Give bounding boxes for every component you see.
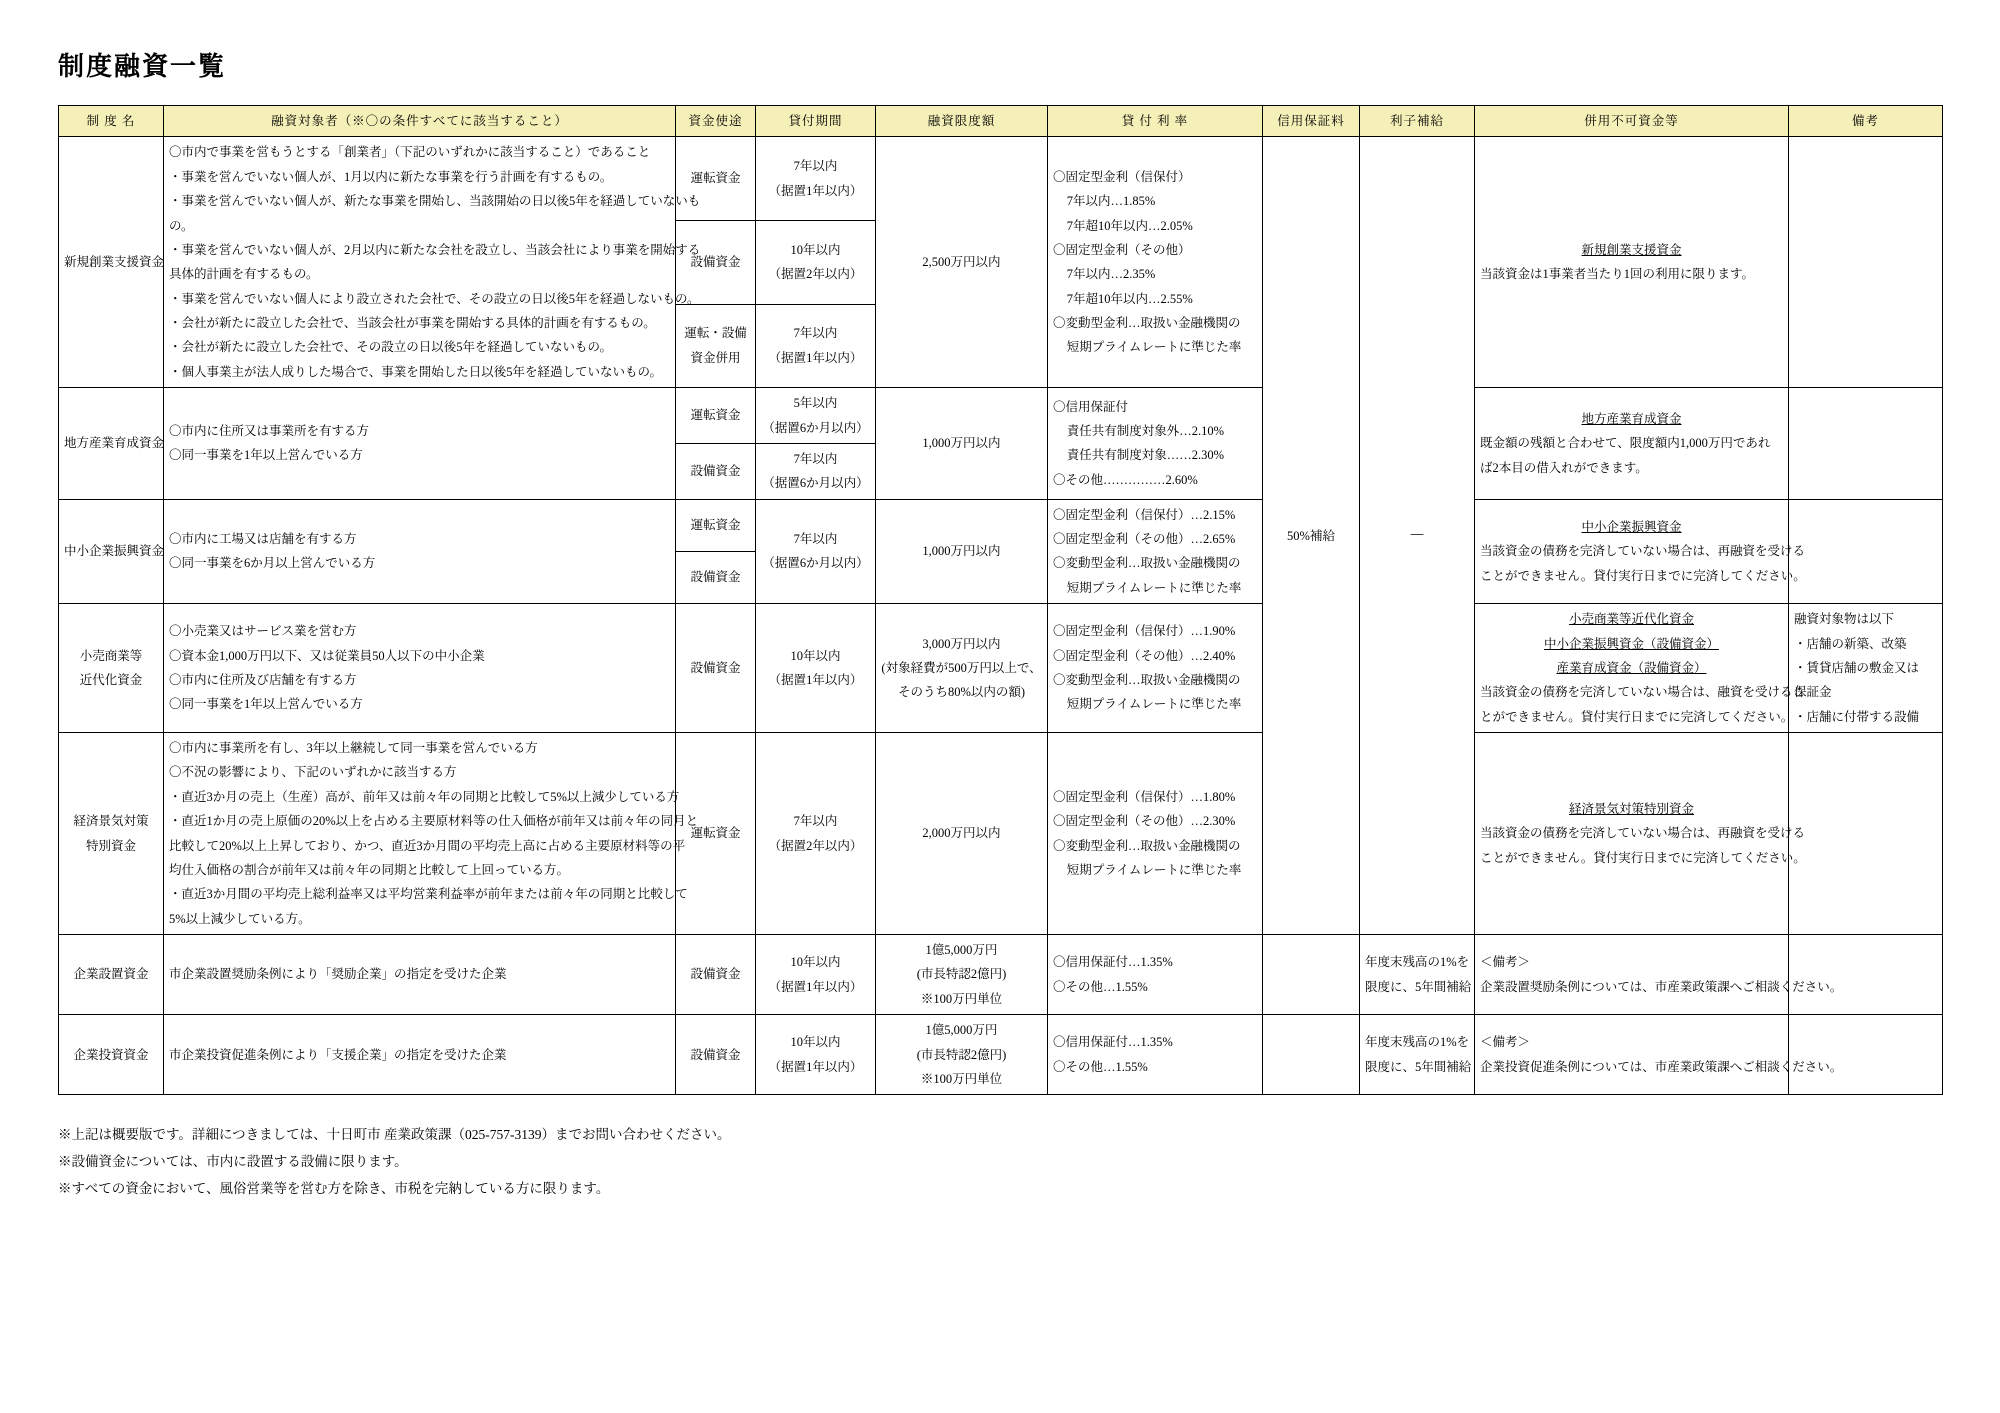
cell-fund-use — [676, 499, 756, 551]
text-line: そのうち80%以内の額) — [897, 685, 1026, 700]
text-line: ことができません。貸付実行日までに完済してください。 — [1480, 850, 1806, 865]
text-line: 企業設置資金 — [73, 967, 149, 982]
text-line: 新規創業支援資金 — [64, 255, 165, 270]
text-line: 運転資金 — [690, 518, 741, 533]
text-line: 10年以内 — [790, 955, 841, 970]
text-line: 均仕入価格の割合が前年又は前々年の同期と比較して上回っている方。 — [169, 862, 570, 877]
text-line: 融資対象物は以下 — [1794, 612, 1895, 627]
footnote-item: ※すべての資金において、風俗営業等を営む方を除き、市税を完納している方に限ります。 — [58, 1181, 610, 1197]
text-line: 特別資金 — [85, 838, 136, 853]
text-line: 7年以内 — [793, 451, 838, 466]
cell-program-name — [59, 499, 164, 604]
text-line: 年度末残高の1%を — [1365, 1035, 1470, 1050]
cell-interest-subsidy — [1360, 935, 1475, 1015]
text-line: 運転資金 — [690, 171, 741, 186]
text-line: 〇同一事業を1年以上営んでいる方 — [169, 697, 363, 712]
text-line: 〇市内に工場又は店舗を有する方 — [169, 532, 357, 546]
exclusive-fund-title: 小売商業等近代化資金 — [1568, 612, 1694, 627]
cell-loan-period — [756, 1015, 876, 1095]
cell-exclusive-funds — [1475, 499, 1806, 604]
text-line: 7年以内…1.85% — [1066, 194, 1156, 209]
text-line: 〇その他…1.55% — [1053, 979, 1148, 994]
cell-loan-period — [756, 220, 876, 304]
text-line: とができません。貸付実行日までに完済してください。 — [1480, 709, 1794, 724]
cell-fund-use — [676, 935, 756, 1015]
text-line: ・会社が新たに設立した会社で、当該会社が事業を開始する具体的計画を有するもの。 — [169, 316, 656, 330]
table-row — [59, 604, 1943, 733]
col-header-remarks: 備考 — [1789, 106, 1943, 137]
text-line: 限度に、5年間補給 — [1365, 1059, 1472, 1074]
text-line: 〇変動型金利…取扱い金融機関の — [1053, 838, 1241, 853]
text-line: 〇市内に住所及び店舗を有する方 — [169, 673, 357, 688]
exclusive-fund-title: 経済景気対策特別資金 — [1568, 801, 1694, 816]
text-line: ・事業を営んでいない個人が、1月以内に新たな事業を行う計画を有するもの。 — [169, 169, 613, 184]
text-line: 当該資金の債務を完済していない場合は、再融資を受ける — [1480, 544, 1806, 559]
text-line: 資金併用 — [690, 350, 741, 365]
text-line: 運転資金 — [690, 826, 741, 841]
text-line: 5%以上減少している方。 — [169, 911, 311, 926]
cell-fund-use — [676, 443, 756, 499]
cell-loan-period — [756, 443, 876, 499]
cell-loan-limit — [876, 499, 1048, 604]
text-line: 〇その他…1.55% — [1053, 1059, 1148, 1074]
cell-interest-rate — [1048, 388, 1263, 500]
table-body — [59, 137, 1943, 1095]
cell-remarks — [1789, 1015, 1943, 1095]
text-line: 〇変動型金利…取扱い金融機関の — [1053, 673, 1241, 688]
cell-loan-period — [756, 137, 876, 221]
exclusive-fund-title: 地方産業育成資金 — [1581, 411, 1682, 426]
text-line: 2,500万円以内 — [922, 255, 1001, 270]
col-header-loan-period: 貸付期間 — [756, 106, 876, 137]
cell-loan-period — [756, 499, 876, 604]
cell-exclusive-funds — [1475, 1015, 1843, 1095]
cell-guarantee-fee — [1263, 935, 1360, 1015]
text-line: 地方産業育成資金 — [64, 436, 165, 451]
text-line: ※100万円単位 — [920, 991, 1003, 1006]
text-line: の。 — [169, 218, 194, 233]
cell-loan-period — [756, 935, 876, 1015]
cell-eligibility — [164, 935, 676, 1015]
text-line: 当該資金の債務を完済していない場合は、融資を受けるこ — [1480, 685, 1806, 700]
text-line: （据置6か月以内） — [762, 556, 869, 571]
cell-interest-subsidy — [1360, 1015, 1475, 1095]
page-title: 制度融資一覧 — [58, 52, 227, 81]
text-line: 10年以内 — [790, 1035, 841, 1050]
cell-remarks — [1789, 935, 1943, 1015]
table-row — [59, 935, 1943, 1015]
text-line: 7年以内…2.35% — [1066, 267, 1156, 282]
cell-interest-subsidy — [1360, 137, 1475, 935]
cell-guarantee-fee: 50%補給 — [1263, 137, 1360, 935]
text-line: ・賃貸店舗の敷金又は — [1794, 660, 1920, 675]
text-line: (市長特認2億円) — [916, 1047, 1007, 1062]
text-line: ば2本目の借入れができます。 — [1480, 460, 1648, 475]
cell-loan-limit — [876, 388, 1048, 500]
text-line: (対象経費が500万円以上で、 — [881, 660, 1042, 675]
text-line: 5年以内 — [793, 396, 838, 411]
text-line: (市長特認2億円) — [916, 967, 1007, 982]
text-line: 〇固定型金利（その他）…2.30% — [1053, 814, 1236, 829]
text-line: 企業設置奨励条例については、市産業政策課へご相談ください。 — [1480, 979, 1843, 994]
loan-programs-table — [58, 105, 1943, 1095]
text-line: 〇信用保証付…1.35% — [1053, 1035, 1173, 1050]
cell-exclusive-funds — [1475, 388, 1789, 500]
cell-fund-use — [676, 604, 756, 733]
cell-exclusive-funds — [1475, 137, 1789, 388]
col-header-guarantee-fee: 信用保証料 — [1263, 106, 1360, 137]
text-line: ＜備考＞ — [1480, 1035, 1531, 1050]
text-line: 10年以内 — [790, 648, 841, 663]
text-line: ことができません。貸付実行日までに完済してください。 — [1480, 568, 1806, 583]
text-line: 〇変動型金利…取扱い金融機関の — [1053, 316, 1241, 330]
text-line: 〇その他……………2.60% — [1053, 472, 1198, 487]
cell-loan-period — [756, 388, 876, 444]
text-line: 設備資金 — [690, 660, 741, 675]
text-line: ・店舗に付帯する設備 — [1794, 709, 1920, 724]
text-line: 10年以内 — [790, 242, 841, 257]
text-line: 〇不況の影響により、下記のいずれかに該当する方 — [169, 765, 457, 780]
text-line: ・事業を営んでいない個人が、新たな事業を開始し、当該開始の日以後5年を経過していないも — [169, 194, 701, 209]
col-header-loan-limit: 融資限度額 — [876, 106, 1048, 137]
col-header-interest-rate: 貸 付 利 率 — [1048, 106, 1263, 137]
cell-remarks — [1789, 604, 1943, 733]
cell-program-name — [59, 137, 164, 388]
text-line: ・直近3か月間の平均売上総利益率又は平均営業利益率が前年または前々年の同期と比較して — [169, 887, 688, 902]
text-line: 1億5,000万円 — [925, 943, 998, 957]
text-line: 責任共有制度対象外…2.10% — [1066, 424, 1225, 438]
text-line: 〇変動型金利…取扱い金融機関の — [1053, 556, 1241, 571]
text-line: 〇固定型金利（信保付）…1.80% — [1053, 789, 1236, 804]
col-header-fund-use: 資金使途 — [676, 106, 756, 137]
text-line: ※100万円単位 — [920, 1071, 1003, 1086]
text-line: 中小企業振興資金 — [64, 544, 165, 559]
cell-eligibility — [164, 604, 676, 733]
text-line: 〇固定型金利（信保付）…2.15% — [1053, 507, 1236, 522]
text-line: 設備資金 — [690, 570, 741, 585]
text-line: ・事業を営んでいない個人が、2月以内に新たな会社を設立し、当該会社により事業を開始する — [169, 242, 701, 257]
text-line: 企業投資資金 — [73, 1047, 149, 1062]
cell-remarks — [1789, 137, 1943, 388]
text-line: 市企業投資促進条例により「支援企業」の指定を受けた企業 — [169, 1047, 507, 1062]
cell-loan-limit — [876, 935, 1048, 1015]
text-line: （据置1年以内） — [768, 183, 863, 198]
cell-program-name — [59, 1015, 164, 1095]
cell-loan-period — [756, 733, 876, 935]
cell-fund-use — [676, 551, 756, 603]
exclusive-fund-title: 新規創業支援資金 — [1581, 242, 1682, 257]
text-line: 責任共有制度対象……2.30% — [1066, 448, 1225, 463]
text-line: （据置1年以内） — [768, 673, 863, 688]
text-line: 限度に、5年間補給 — [1365, 979, 1472, 994]
text-line: 小売商業等 — [79, 648, 143, 663]
text-line: 設備資金 — [690, 1047, 741, 1062]
text-line: 〇市内で事業を営もうとする「創業者」（下記のいずれかに該当すること）であること — [169, 145, 651, 160]
cell-eligibility — [164, 499, 676, 604]
cell-program-name — [59, 935, 164, 1015]
cell-remarks — [1789, 733, 1943, 935]
text-line: 〇固定型金利（信保付） — [1053, 169, 1191, 184]
table-row — [59, 733, 1943, 935]
text-line: ・直近3か月の売上（生産）高が、前年又は前々年の同期と比較して5%以上減少している方 — [169, 789, 680, 804]
text-line: （据置1年以内） — [768, 1059, 863, 1074]
text-line: 運転・設備 — [684, 326, 747, 341]
text-line: 設備資金 — [690, 464, 741, 479]
cell-remarks — [1789, 388, 1943, 500]
cell-exclusive-funds — [1475, 604, 1806, 733]
cell-fund-use — [676, 388, 756, 444]
cell-loan-limit — [876, 604, 1048, 733]
text-line: （据置6か月以内） — [762, 476, 869, 491]
text-line: 〇同一事業を6か月以上営んでいる方 — [169, 556, 376, 571]
text-line: 具体的計画を有するもの。 — [169, 267, 319, 282]
text-line: 〇固定型金利（その他）…2.65% — [1053, 532, 1236, 546]
text-line: ・個人事業主が法人成りした場合で、事業を開始した日以後5年を経過していないもの。 — [169, 364, 663, 379]
cell-exclusive-funds — [1475, 733, 1806, 935]
cell-interest-rate — [1048, 604, 1263, 733]
text-line: 7年以内 — [793, 532, 838, 546]
text-line: 短期プライムレートに準じた率 — [1066, 340, 1242, 355]
text-line: 〇固定型金利（信保付）…1.90% — [1053, 624, 1236, 639]
text-line: 既金額の残額と合わせて、限度額内1,000万円であれ — [1480, 436, 1771, 451]
cell-loan-limit — [876, 137, 1048, 388]
text-line: 1,000万円以内 — [922, 436, 1001, 451]
exclusive-fund-title: 産業育成資金（設備資金） — [1556, 660, 1707, 675]
cell-fund-use — [676, 1015, 756, 1095]
text-line: 当該資金は1事業者当たり1回の利用に限ります。 — [1480, 267, 1755, 282]
cell-fund-use — [676, 304, 756, 388]
text-line: （据置2年以内） — [768, 267, 863, 282]
text-line: 〇固定型金利（その他）…2.40% — [1053, 648, 1236, 663]
cell-interest-rate — [1048, 733, 1263, 935]
text-line: 短期プライムレートに準じた率 — [1066, 862, 1242, 877]
text-line: 近代化資金 — [79, 673, 143, 688]
text-line: 2,000万円以内 — [922, 826, 1001, 841]
text-line: 〇同一事業を1年以上営んでいる方 — [169, 448, 363, 463]
text-line: 7年以内 — [793, 814, 838, 829]
cell-interest-rate — [1048, 499, 1263, 604]
cell-loan-limit — [876, 1015, 1048, 1095]
cell-eligibility — [164, 1015, 676, 1095]
text-line: 〇市内に住所又は事業所を有する方 — [169, 424, 370, 438]
text-line: 設備資金 — [690, 967, 741, 982]
text-line: 〇小売業又はサービス業を営む方 — [169, 624, 357, 639]
text-line: 7年超10年以内…2.05% — [1066, 218, 1193, 233]
cell-guarantee-fee — [1263, 1015, 1360, 1095]
cell-interest-rate — [1048, 935, 1263, 1015]
cell-eligibility — [164, 137, 701, 388]
cell-program-name — [59, 604, 164, 733]
text-line: 運転資金 — [690, 408, 741, 423]
table-header-row — [59, 106, 1943, 137]
text-line: 1,000万円以内 — [922, 544, 1001, 559]
text-line: 設備資金 — [690, 255, 741, 270]
text-line: 1億5,000万円 — [925, 1023, 998, 1038]
text-line: 7年超10年以内…2.55% — [1066, 291, 1193, 306]
text-line: （据置1年以内） — [768, 979, 863, 994]
text-line: 3,000万円以内 — [922, 636, 1001, 651]
text-line: （据置1年以内） — [768, 350, 863, 365]
text-line: 短期プライムレートに準じた率 — [1066, 580, 1242, 595]
footnotes-block — [58, 1121, 2000, 1202]
text-line: 市企業設置奨励条例により「奨励企業」の指定を受けた企業 — [169, 967, 507, 982]
cell-program-name — [59, 388, 164, 500]
cell-eligibility — [164, 733, 699, 935]
text-line: ＜備考＞ — [1480, 955, 1531, 970]
text-line: ・直近1か月の売上原価の20%以上を占める主要原材料等の仕入価格が前年又は前々年の同月と — [169, 814, 699, 829]
text-line: （据置6か月以内） — [762, 420, 869, 435]
exclusive-fund-title: 中小企業振興資金（設備資金） — [1543, 636, 1719, 651]
text-line: 経済景気対策 — [73, 814, 149, 829]
cell-fund-use — [676, 733, 756, 935]
col-header-interest-subsidy: 利子補給 — [1360, 106, 1475, 137]
cell-exclusive-funds — [1475, 935, 1843, 1015]
cell-interest-rate — [1048, 1015, 1263, 1095]
text-line: 〇固定型金利（その他） — [1053, 242, 1191, 257]
table-row — [59, 137, 1943, 221]
text-line: 当該資金の債務を完済していない場合は、再融資を受ける — [1480, 826, 1806, 841]
exclusive-fund-title: 中小企業振興資金 — [1581, 519, 1682, 534]
text-line: 〇信用保証付 — [1053, 399, 1129, 414]
cell-interest-rate — [1048, 137, 1263, 388]
col-header-program-name: 制 度 名 — [59, 106, 164, 137]
cell-remarks — [1789, 499, 1943, 604]
text-line: 保証金 — [1794, 685, 1832, 700]
table-row — [59, 388, 1943, 444]
cell-loan-limit — [876, 733, 1048, 935]
table-row — [59, 1015, 1943, 1095]
text-line: 〇市内に事業所を有し、3年以上継続して同一事業を営んでいる方 — [169, 741, 538, 755]
text-line: 比較して20%以上上昇しており、かつ、直近3か月間の平均売上高に占める主要原材料等の平 — [169, 838, 686, 853]
text-line: ・会社が新たに設立した会社で、その設立の日以後5年を経過していないもの。 — [169, 340, 613, 355]
cell-eligibility — [164, 388, 676, 500]
cell-loan-period — [756, 604, 876, 733]
cell-program-name — [59, 733, 164, 935]
cell-loan-period — [756, 304, 876, 388]
text-line: ・事業を営んでいない個人により設立された会社で、その設立の日以後5年を経過しないもの。 — [169, 291, 700, 306]
col-header-eligibility: 融資対象者（※〇の条件すべてに該当すること） — [164, 106, 676, 137]
text-line: － — [1408, 526, 1426, 546]
text-line: 企業投資促進条例については、市産業政策課へご相談ください。 — [1480, 1059, 1843, 1074]
footnote-item: ※設備資金については、市内に設置する設備に限ります。 — [58, 1154, 408, 1170]
text-line: （据置2年以内） — [768, 838, 863, 853]
text-line: 7年以内 — [793, 326, 838, 341]
footnote-item: ※上記は概要版です。詳細につきましては、十日町市 産業政策課（025-757-3139）までお問い合わせください。 — [58, 1127, 731, 1143]
text-line: 短期プライムレートに準じた率 — [1066, 697, 1242, 712]
col-header-exclusive-funds: 併用不可資金等 — [1475, 106, 1789, 137]
table-row — [59, 499, 1943, 551]
text-line: 年度末残高の1%を — [1365, 955, 1470, 970]
text-line: ・店舗の新築、改築 — [1794, 636, 1907, 651]
text-line: 〇資本金1,000万円以下、又は従業員50人以下の中小企業 — [169, 648, 485, 663]
text-line: 7年以内 — [793, 159, 838, 174]
text-line: 〇信用保証付…1.35% — [1053, 955, 1173, 970]
